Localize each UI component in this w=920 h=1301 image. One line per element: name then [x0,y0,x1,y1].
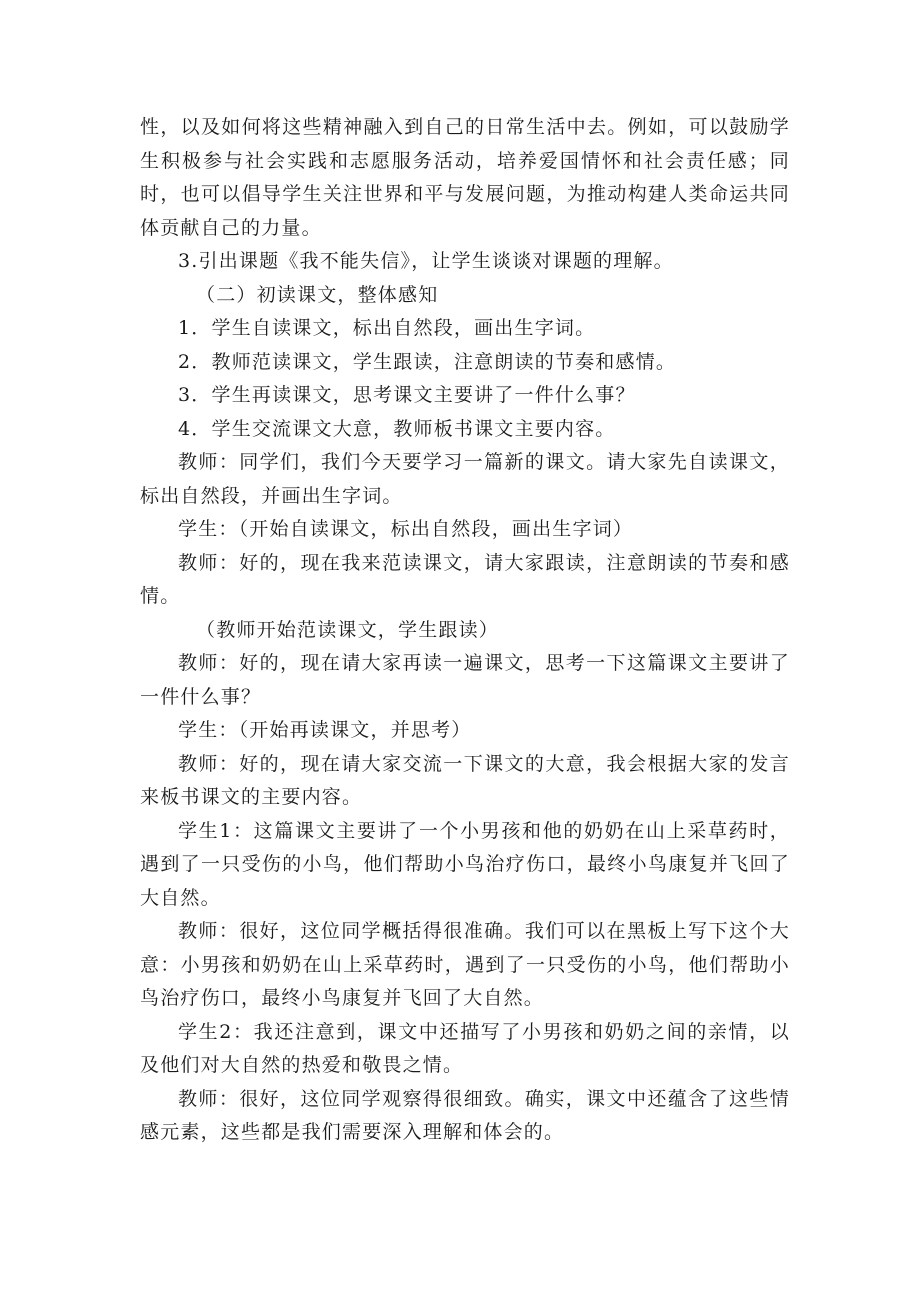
list-item-2: 2．教师范读课文，学生跟读，注意朗读的节奏和感情。 [178,350,677,373]
dialogue-teacher: 教师：好的，现在请大家交流一下课文的大意，我会根据大家的发言来板书课文的主要内容。 [140,752,790,808]
dialogue-student: 学生：（开始自读课文，标出自然段，画出生字词） [178,518,634,540]
section-heading: （二）初读课文，整体感知 [196,283,439,306]
dialogue-teacher: 教师：很好，这位同学概括得很准确。我们可以在黑板上写下这个大意：小男孩和奶奶在山上采草药时，遇到了一只受伤的小鸟，他们帮助小鸟治疗伤口，最终小鸟康复并飞回了大自然。 [140,920,790,1009]
list-item-4: 4．学生交流课文大意，教师板书课文主要内容。 [178,417,616,440]
stage-direction: （教师开始范读课文，学生跟读） [196,618,500,641]
dialogue-student: 学生：（开始再读课文，并思考） [178,719,472,741]
dialogue-student-2: 学生2：我还注意到，课文中还描写了小男孩和奶奶之间的亲情，以及他们对大自然的热爱和敬畏之情。 [140,1020,790,1076]
dialogue-teacher: 教师：好的，现在请大家再读一遍课文，思考一下这篇课文主要讲了一件什么事？ [140,652,790,708]
dialogue-teacher: 教师：好的，现在我来范读课文，请大家跟读，注意朗读的节奏和感情。 [140,551,790,607]
list-item-1: 1．学生自读课文，标出自然段，画出生字词。 [178,317,596,339]
list-item-3: 3．学生再读课文，思考课文主要讲了一件什么事？ [178,384,636,406]
document-body [140,111,790,1150]
dialogue-teacher: 教师：很好，这位同学观察得很细致。确实，课文中还蕴含了这些情感元素，这些都是我们需要深入理解和体会的。 [140,1087,790,1143]
dialogue-student-1: 学生1：这篇课文主要讲了一个小男孩和他的奶奶在山上采草药时，遇到了一只受伤的小鸟，他们帮助小鸟治疗伤口，最终小鸟康复并飞回了大自然。 [140,819,790,909]
paragraph-continuation: 性，以及如何将这些精神融入到自己的日常生活中去。例如，可以鼓励学生积极参与社会实践和志愿服务活动，培养爱国情怀和社会责任感；同时，也可以倡导学生关注世界和平与发展问题，为推动构建人类命运共同体贡献自己的力量。 [140,116,790,239]
dialogue-teacher: 教师：同学们，我们今天要学习一篇新的课文。请大家先自读课文，标出自然段，并画出生字词。 [140,451,790,507]
paragraph-step-3: 3.引出课题《我不能失信》，让学生谈谈对课题的理解。 [178,250,674,272]
